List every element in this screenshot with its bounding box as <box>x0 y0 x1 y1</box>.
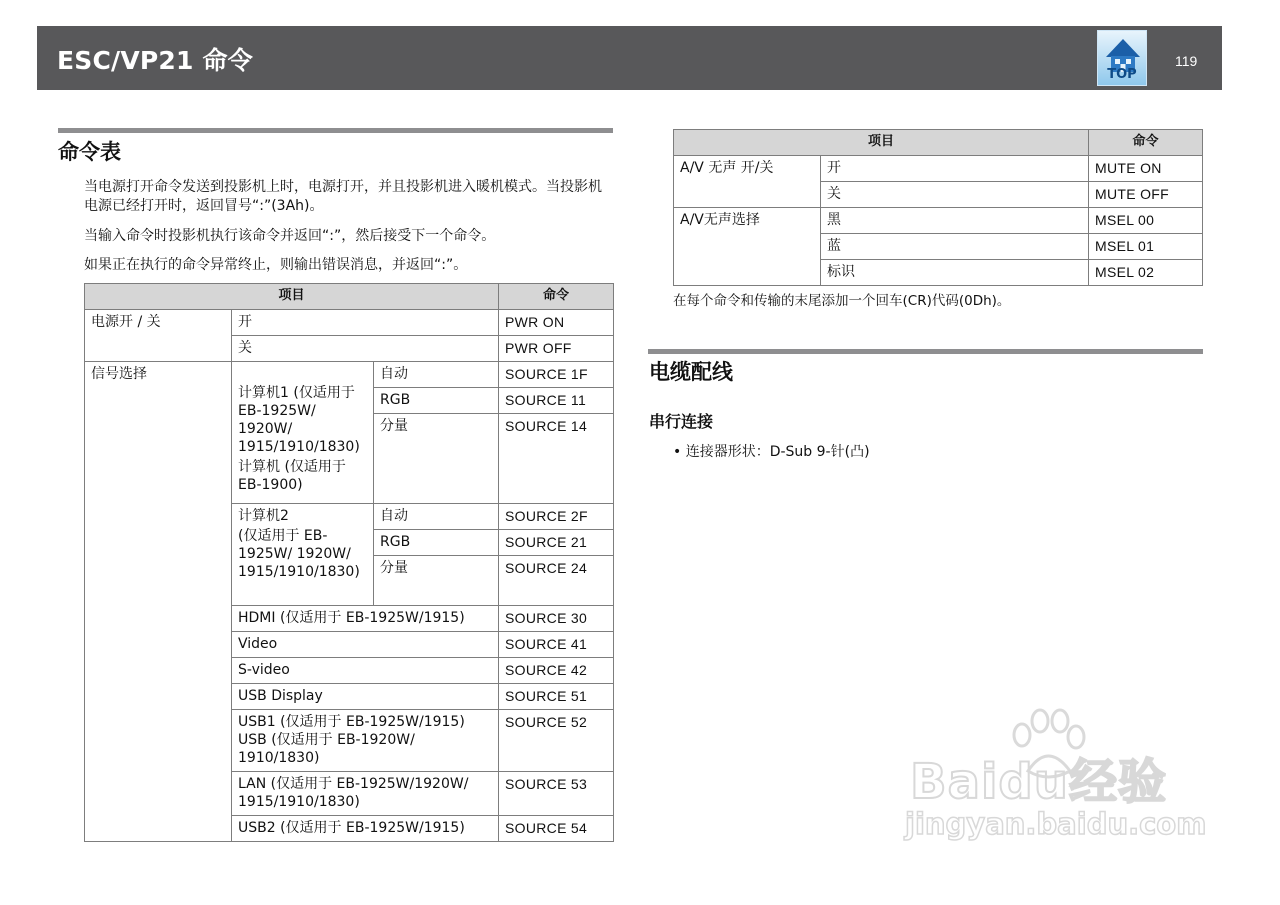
row-label-mute: A/V 无声 开/关 <box>674 156 821 208</box>
header-item: 项目 <box>85 284 499 310</box>
subsection-title-serial: 串行连接 <box>649 412 714 431</box>
cell-command: SOURCE 41 <box>499 632 614 658</box>
cell-command: PWR ON <box>499 310 614 336</box>
section-title-cable: 电缆配线 <box>649 360 733 384</box>
computer2-note: (仅适用于 EB-1925W/ 1920W/ 1915/1910/1830) <box>238 528 360 580</box>
cell-command: SOURCE 2F <box>499 504 614 530</box>
top-button[interactable] <box>1097 30 1147 86</box>
cell-label-computer1 <box>232 362 374 504</box>
page-title: ESC/VP21 命令 <box>57 46 253 75</box>
cell-label: RGB <box>374 388 499 414</box>
watermark-brand: Baidu经验 <box>910 754 1167 810</box>
cell-command: SOURCE 14 <box>499 414 614 504</box>
table-row <box>85 310 614 336</box>
cell-command: SOURCE 24 <box>499 556 614 606</box>
top-label: TOP <box>1107 67 1137 82</box>
cell-label: 分量 <box>374 556 499 606</box>
cell-command: SOURCE 1F <box>499 362 614 388</box>
section-rule <box>58 128 613 133</box>
cell-command: SOURCE 42 <box>499 658 614 684</box>
cell-label: USB Display <box>232 684 499 710</box>
cell-label: 标识 <box>821 260 1089 286</box>
row-label-power: 电源开 / 关 <box>85 310 232 362</box>
cell-command: SOURCE 51 <box>499 684 614 710</box>
cell-label: 分量 <box>374 414 499 504</box>
cell-command: MUTE ON <box>1089 156 1203 182</box>
cell-command: SOURCE 30 <box>499 606 614 632</box>
page-header <box>37 26 1222 90</box>
cell-label: S-video <box>232 658 499 684</box>
page-number: 119 <box>1175 53 1198 69</box>
paw-logo-icon <box>1000 705 1090 785</box>
table-header-row <box>85 284 614 310</box>
watermark <box>905 705 1205 865</box>
cell-label: 自动 <box>374 362 499 388</box>
cell-command: MUTE OFF <box>1089 182 1203 208</box>
header-item: 项目 <box>674 130 1089 156</box>
table-row <box>85 362 614 388</box>
table-header-row <box>674 130 1203 156</box>
table-row <box>674 208 1203 234</box>
intro-paragraph-1: 当电源打开命令发送到投影机上时，电源打开，并且投影机进入暖机模式。当投影机电源已经打开时，返回冒号“:”(3Ah)。 <box>84 179 602 214</box>
cell-label: USB2 (仅适用于 EB-1925W/1915) <box>232 816 499 842</box>
intro-paragraph-2: 当输入命令时投影机执行该命令并返回“:”，然后接受下一个命令。 <box>84 228 496 244</box>
mute-command-table <box>673 129 1203 286</box>
cell-command: SOURCE 52 <box>499 710 614 772</box>
cell-label: 关 <box>232 336 499 362</box>
computer2-label: 计算机2 <box>238 508 289 524</box>
watermark-url: jingyan.baidu.com <box>905 807 1207 841</box>
table-note: 在每个命令和传输的末尾添加一个回车(CR)代码(0Dh)。 <box>673 293 1011 309</box>
table-row <box>674 156 1203 182</box>
cell-label: HDMI (仅适用于 EB-1925W/1915) <box>232 606 499 632</box>
cell-label: 黑 <box>821 208 1089 234</box>
cell-label: LAN (仅适用于 EB-1925W/1920W/ 1915/1910/1830) <box>232 772 499 816</box>
cell-label: RGB <box>374 530 499 556</box>
cell-command: SOURCE 11 <box>499 388 614 414</box>
command-table <box>84 283 614 842</box>
cell-command: SOURCE 53 <box>499 772 614 816</box>
cell-label: 开 <box>232 310 499 336</box>
cell-command: SOURCE 54 <box>499 816 614 842</box>
cell-label: Video <box>232 632 499 658</box>
cell-label-usb1 <box>232 710 499 772</box>
header-command: 命令 <box>1089 130 1203 156</box>
bullet-text: 连接器形状：D-Sub 9-针(凸) <box>685 444 870 460</box>
row-label-msel: A/V无声选择 <box>674 208 821 286</box>
section-title-commands: 命令表 <box>58 140 121 164</box>
cell-command: MSEL 01 <box>1089 234 1203 260</box>
header-command: 命令 <box>499 284 614 310</box>
cell-label: 关 <box>821 182 1089 208</box>
cell-label: 自动 <box>374 504 499 530</box>
cell-label: 蓝 <box>821 234 1089 260</box>
cell-command: SOURCE 21 <box>499 530 614 556</box>
cell-command: MSEL 02 <box>1089 260 1203 286</box>
cell-command: MSEL 00 <box>1089 208 1203 234</box>
intro-paragraph-3: 如果正在执行的命令异常终止，则输出错误消息，并返回“:”。 <box>84 257 468 273</box>
cell-label: 开 <box>821 156 1089 182</box>
usb-label: USB (仅适用于 EB-1920W/ 1910/1830) <box>238 732 415 766</box>
cell-label-computer2 <box>232 504 374 606</box>
bullet-dot-icon: • <box>673 444 682 460</box>
computer-label: 计算机 (仅适用于 EB-1900) <box>238 459 346 493</box>
cell-command: PWR OFF <box>499 336 614 362</box>
bullet-item-connector <box>673 443 870 462</box>
computer1-label: 计算机1 (仅适用于 EB-1925W/ 1920W/ 1915/1910/1830) <box>238 385 360 455</box>
usb1-label: USB1 (仅适用于 EB-1925W/1915) <box>238 714 465 730</box>
section-rule <box>648 349 1203 354</box>
row-label-signal: 信号选择 <box>85 362 232 842</box>
